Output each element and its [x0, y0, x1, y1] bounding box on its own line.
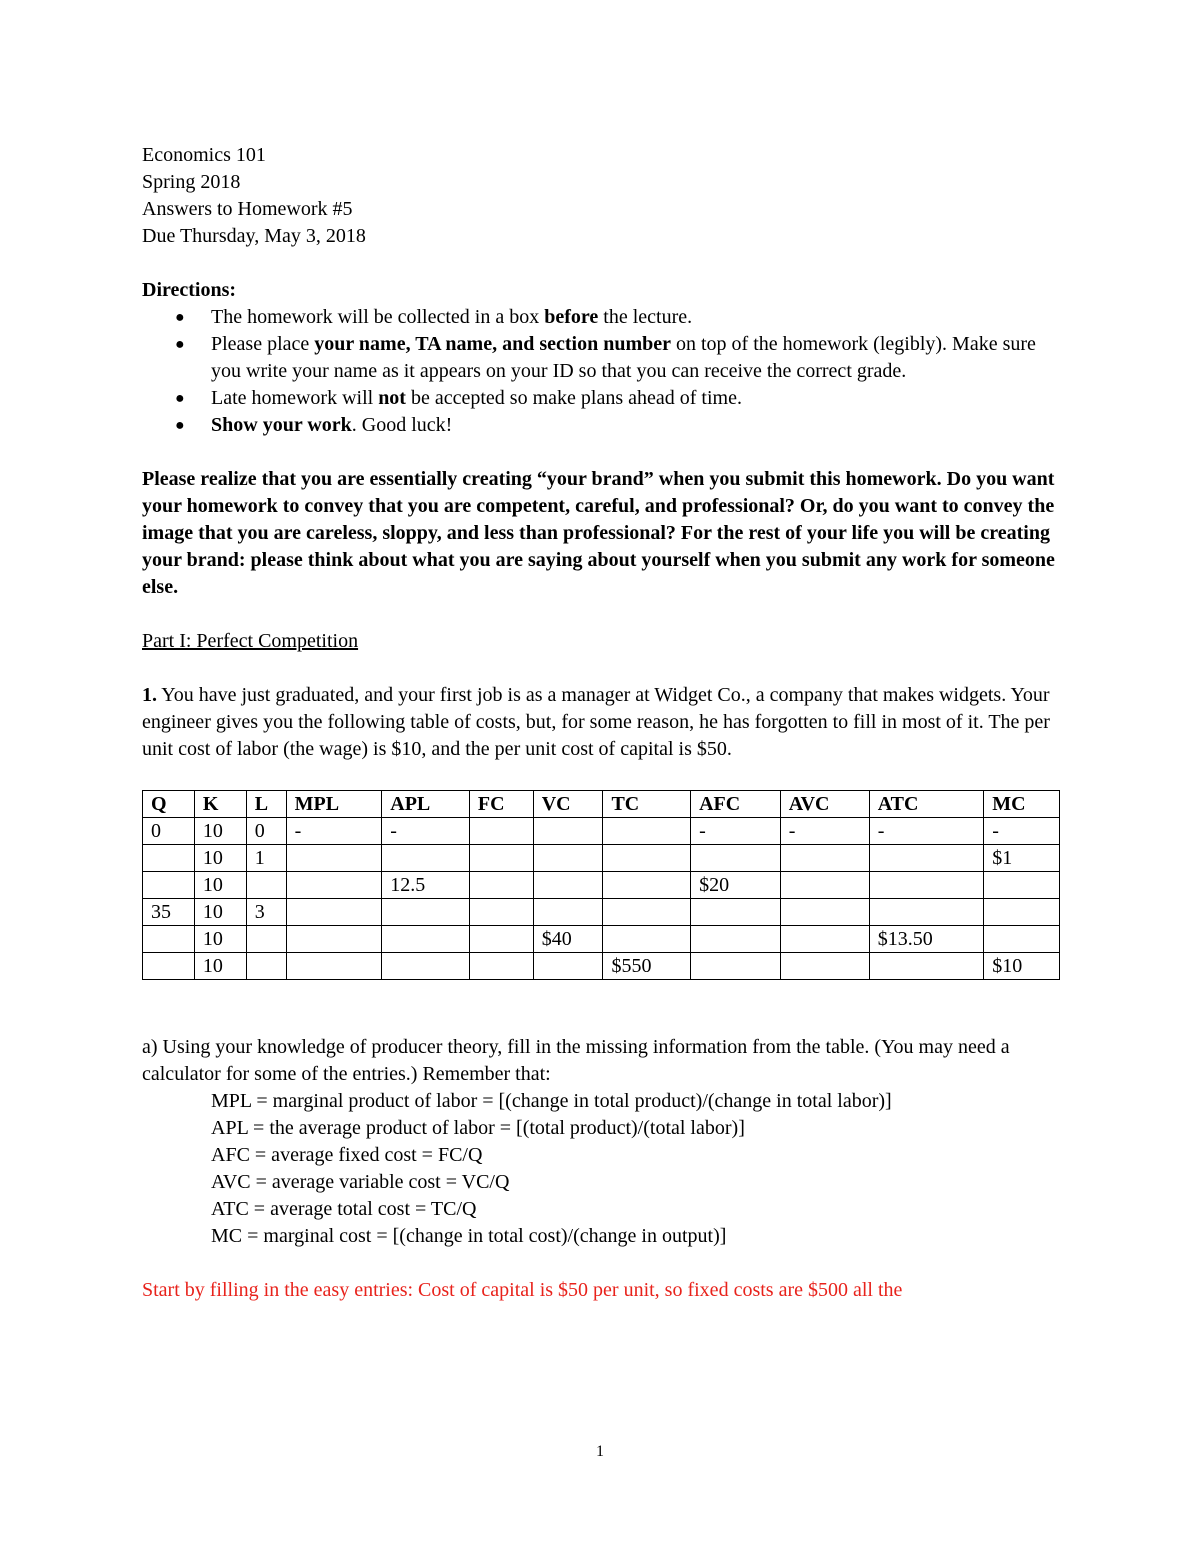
table-cell [984, 926, 1060, 953]
table-cell [603, 899, 691, 926]
table-cell [603, 845, 691, 872]
table-cell [382, 899, 470, 926]
table-cell: 10 [194, 845, 246, 872]
table-cell [869, 953, 983, 980]
table-cell: - [382, 818, 470, 845]
formula-line: MC = marginal cost = [(change in total cost)/(change in output)] [211, 1225, 727, 1247]
table-cell: - [869, 818, 983, 845]
cost-table [142, 790, 1060, 980]
table-cell [984, 872, 1060, 899]
table-header-cell: TC [603, 791, 691, 818]
answer-text: Start by filling in the easy entries: Cost of capital is $50 per unit, so fixed costs are $500 all the [142, 1279, 903, 1301]
due-date: Due Thursday, May 3, 2018 [142, 225, 366, 247]
table-cell: $550 [603, 953, 691, 980]
table-cell [143, 953, 195, 980]
table-row [143, 845, 1060, 872]
table-cell [603, 926, 691, 953]
table-header-cell: VC [533, 791, 603, 818]
table-cell [469, 926, 533, 953]
table-cell [286, 845, 382, 872]
table-cell [246, 926, 286, 953]
table-header-cell: L [246, 791, 286, 818]
formula-line: APL = the average product of labor = [(total product)/(total labor)] [211, 1117, 745, 1139]
part-title: Part I: Perfect Competition [142, 630, 359, 652]
document-page [142, 142, 1062, 1304]
formula-line: MPL = marginal product of labor = [(change in total product)/(change in total labor)] [211, 1090, 892, 1112]
table-cell [780, 845, 869, 872]
table-row [143, 926, 1060, 953]
table-cell [603, 872, 691, 899]
table-cell [469, 818, 533, 845]
page-number: 1 [596, 1443, 604, 1460]
table-cell [780, 926, 869, 953]
table-cell [691, 845, 781, 872]
table-cell [780, 899, 869, 926]
formula-line: AFC = average fixed cost = FC/Q [211, 1144, 483, 1166]
table-header-cell: MPL [286, 791, 382, 818]
table-cell [382, 845, 470, 872]
table-header-cell: Q [143, 791, 195, 818]
directions-item: ● Late homework will not be accepted so make plans ahead of time. [142, 385, 1062, 412]
table-cell: $1 [984, 845, 1060, 872]
question-number: 1. [142, 684, 157, 706]
table-header-cell: APL [382, 791, 470, 818]
table-cell [469, 899, 533, 926]
table-header-cell: AFC [691, 791, 781, 818]
table-cell [984, 899, 1060, 926]
table-cell [869, 845, 983, 872]
bullet-icon: ● [175, 336, 185, 353]
table-cell: 3 [246, 899, 286, 926]
formula-list [142, 1088, 1062, 1250]
table-cell [533, 845, 603, 872]
table-cell [382, 953, 470, 980]
table-cell: 1 [246, 845, 286, 872]
table-cell: - [286, 818, 382, 845]
table-cell [286, 872, 382, 899]
table-cell: 10 [194, 926, 246, 953]
table-cell: 0 [143, 818, 195, 845]
table-header-cell: K [194, 791, 246, 818]
bullet-icon: ● [175, 390, 185, 407]
table-cell [382, 926, 470, 953]
table-cell [469, 953, 533, 980]
table-cell [603, 818, 691, 845]
directions-item: ● Show your work. Good luck! [142, 412, 1062, 439]
bullet-icon: ● [175, 417, 185, 434]
table-cell [246, 953, 286, 980]
table-cell: $40 [533, 926, 603, 953]
table-cell: 0 [246, 818, 286, 845]
term: Spring 2018 [142, 171, 241, 193]
table-cell [691, 953, 781, 980]
table-cell: $20 [691, 872, 781, 899]
table-cell: 10 [194, 872, 246, 899]
table-cell [780, 953, 869, 980]
directions-item: ● The homework will be collected in a box before the lecture. [142, 304, 1062, 331]
table-cell [469, 872, 533, 899]
table-cell [533, 899, 603, 926]
table-cell [533, 953, 603, 980]
table-cell [533, 818, 603, 845]
table-row [143, 872, 1060, 899]
table-cell: - [691, 818, 781, 845]
table-cell [869, 899, 983, 926]
table-cell: 10 [194, 899, 246, 926]
table-body [143, 818, 1060, 980]
header-block [142, 142, 1062, 250]
table-cell: - [780, 818, 869, 845]
table-cell: 10 [194, 953, 246, 980]
table-cell [533, 872, 603, 899]
table-header-cell: MC [984, 791, 1060, 818]
table-cell [143, 872, 195, 899]
bullet-icon: ● [175, 309, 185, 326]
table-row [143, 818, 1060, 845]
table-cell [691, 899, 781, 926]
table-cell [869, 872, 983, 899]
table-cell [286, 899, 382, 926]
table-header-cell: ATC [869, 791, 983, 818]
document-title: Answers to Homework #5 [142, 198, 353, 220]
directions-list [142, 304, 1062, 439]
table-cell: - [984, 818, 1060, 845]
question-text: You have just graduated, and your first job is as a manager at Widget Co., a company that makes widgets. Your engineer gives you the following table of costs, but, for some reason, he has forgotten to fill in most of it. The per unit cost of labor (the wage) is $10, and the per unit cost of capital is $50. [142, 684, 1050, 760]
directions-title: Directions: [142, 279, 237, 301]
table-cell: $13.50 [869, 926, 983, 953]
table-cell: 12.5 [382, 872, 470, 899]
formula-line: AVC = average variable cost = VC/Q [211, 1171, 510, 1193]
table-cell: 35 [143, 899, 195, 926]
table-cell [469, 845, 533, 872]
table-cell [246, 872, 286, 899]
table-cell [143, 926, 195, 953]
formula-line: ATC = average total cost = TC/Q [211, 1198, 477, 1220]
table-cell: $10 [984, 953, 1060, 980]
table-cell [286, 953, 382, 980]
course-name: Economics 101 [142, 144, 266, 166]
table-cell [780, 872, 869, 899]
question-1 [142, 682, 1062, 763]
part-a-intro: a) Using your knowledge of producer theory, fill in the missing information from the table. (You may need a calculator for some of the entries.) Remember that: [142, 1036, 1010, 1085]
table-cell: 10 [194, 818, 246, 845]
table-header-cell: FC [469, 791, 533, 818]
table-row [143, 899, 1060, 926]
table-header-cell: AVC [780, 791, 869, 818]
table-cell [143, 845, 195, 872]
directions-item: ● Please place your name, TA name, and section number on top of the homework (legibly). Make sure you write your name as it appears on your ID so that you can receive the correct grade. [175, 333, 1036, 382]
table-header-row [143, 791, 1060, 818]
table-cell [691, 926, 781, 953]
table-cell [286, 926, 382, 953]
table-row [143, 953, 1060, 980]
brand-paragraph: Please realize that you are essentially creating “your brand” when you submit this homework. Do you want your homework to convey that you are competent, careful, and professional? Or, do you want to convey the image that you are careless, sloppy, and less than professional? For the rest of your life you will be creating your brand: please think about what you are saying about yourself when you submit any work for someone else. [142, 468, 1055, 598]
